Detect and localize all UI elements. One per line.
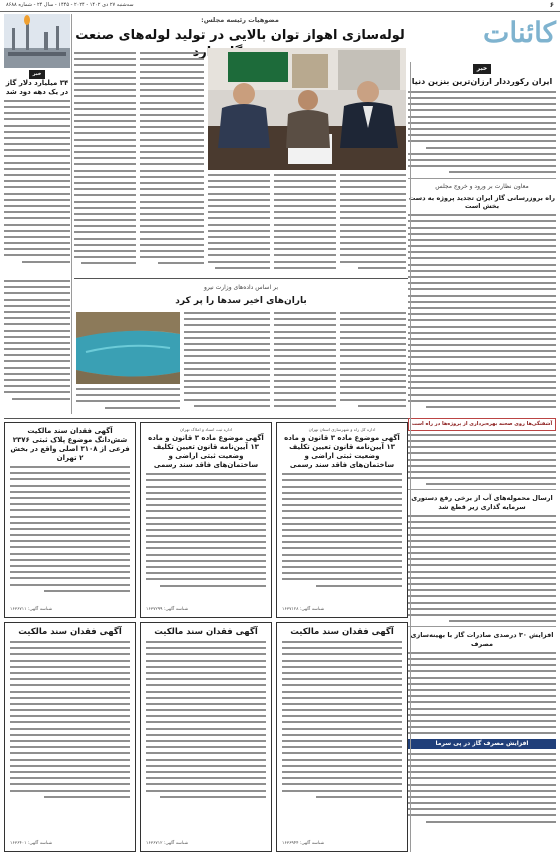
page-header-strip — [0, 0, 560, 12]
notice-id: شناسه آگهی: ۱۶۳۷۲۹۹ — [146, 607, 189, 613]
ribbon-article-body — [408, 753, 556, 823]
dateline: سه‌شنبه ۲۷ دی ۱۴۰۲ - ۲۰۲۴ - ۱۴۴۵ - سال ۲۴ - شماره ۸۶۸۸ — [6, 2, 134, 9]
legal-notice-3 — [4, 422, 136, 618]
notice-title: آگهی موضوع ماده ۳ قانون و ماده ۱۳ آیین‌نامه قانون تعیین تکلیف وضعیت ثبتی اراضی و ساختمان‌های فاقد سند رسمی — [148, 434, 264, 470]
notice-title: آگهی فقدان سند مالکیت — [290, 627, 394, 637]
masthead — [426, 14, 556, 62]
notice-title: آگهی فقدان سند مالکیت شش‌دانگ موضوع پلاک ثبتی ۲۳۷۶ فرعی از ۳۱۰۸ اصلی واقع در بخش ۲ تهران — [10, 427, 130, 462]
main-photo — [208, 48, 406, 170]
legal-notice-5 — [140, 622, 272, 852]
dam-reservoir-image — [76, 312, 180, 384]
article-body — [408, 434, 556, 486]
main-headline: لوله‌سازی اهواز توان بالایی در تولید لوله‌های صنعت دارد — [75, 27, 405, 61]
meeting-photo-image — [208, 48, 406, 170]
rain-body-c — [184, 312, 270, 414]
main-kicker: مضوهیات رئیسه مجلس: — [201, 16, 279, 24]
notice-id: شناسه آگهی: ۱۶۳۶۹۴۴ — [282, 841, 325, 847]
side-box-text: آشفتگی‌ها روی صحنه بهره‌برداری از پروژه‌ها در راه است — [411, 421, 553, 427]
main-story — [74, 14, 406, 61]
rain-body-b — [274, 312, 336, 414]
lead-article-body — [408, 91, 556, 173]
section-rubric: خبر — [473, 64, 492, 74]
main-story-body-d — [274, 174, 336, 276]
notice-title: آگهی فقدان سند مالکیت — [18, 627, 122, 637]
fourth-article-body — [408, 652, 556, 734]
second-headline: راه بروزرسانی گاز ایران تجدید پروژه به دست بخش است — [408, 193, 556, 211]
gas-news-continued — [4, 280, 70, 414]
third-article-body — [408, 515, 556, 622]
second-article-body — [408, 214, 556, 408]
notice-title: آگهی موضوع ماده ۳ قانون و ماده ۱۳ آیین‌نامه قانون تعیین تکلیف وضعیت ثبتی اراضی و ساختمان‌های فاقد سند رسمی — [284, 434, 400, 470]
sidebar-headline: ۳۴ میلیارد دلار گاز در یک دهه دود شد — [5, 78, 69, 96]
legal-notice-1 — [276, 422, 408, 618]
dam-photo — [76, 312, 180, 384]
rain-headline: باران‌های اخیر سدها را پر کرد — [175, 296, 307, 307]
third-headline: ارسال محموله‌های آب از برخی رفع دستوری سرمایه گذاری زیر قطع شد — [411, 494, 553, 512]
main-story-body-a — [140, 52, 204, 274]
energy-news-column-lower — [408, 418, 556, 850]
main-story-body-b — [74, 52, 136, 274]
legal-notice-4 — [276, 622, 408, 852]
energy-news-column — [408, 64, 556, 418]
legal-notice-2 — [140, 422, 272, 618]
main-story-body-e — [208, 174, 270, 276]
rain-body-d — [76, 388, 180, 414]
newspaper-logo: کائنات — [483, 16, 556, 49]
notice-issuer: اداره کل راه و شهرسازی استان تهران — [308, 427, 376, 432]
fourth-headline: افزایش ۳۰ درصدی صادرات گاز با بهینه‌سازی مصرف — [410, 631, 554, 649]
notice-id: شناسه آگهی: ۱۶۳۶۷۱۲ — [146, 841, 189, 847]
main-story-body-c — [340, 174, 406, 276]
notice-id: شناسه آگهی: ۱۶۳۶۷۱۱ — [10, 607, 53, 613]
gas-news-column — [4, 70, 70, 276]
notice-id: شناسه آگهی: ۱۶۳۶۴۰۱ — [10, 841, 53, 847]
rain-kicker: بر اساس داده‌های وزارت نیرو — [204, 284, 278, 291]
rain-story-header — [74, 282, 408, 312]
notice-id: شناسه آگهی: ۱۶۳۷۱۲۸ — [282, 607, 325, 613]
notice-issuer: اداره ثبت اسناد و املاک تهران — [179, 427, 232, 432]
legal-notice-6 — [4, 622, 136, 852]
ribbon-label: افزایش مصرف گاز در پی سرما — [408, 739, 556, 749]
page-number: ۶ — [549, 0, 554, 9]
notice-title: آگهی فقدان سند مالکیت — [154, 627, 258, 637]
sidebar-rubric: خبر — [29, 70, 46, 79]
lead-headline: ایران رکورددار ارزان‌ترین بنزین دنیا — [411, 77, 553, 87]
refinery-image — [4, 14, 70, 68]
second-kicker: معاون نظارت بر ورود و خروج مجلس — [435, 182, 529, 190]
rain-body-a — [340, 312, 406, 414]
gas-flare-photo — [4, 14, 70, 68]
